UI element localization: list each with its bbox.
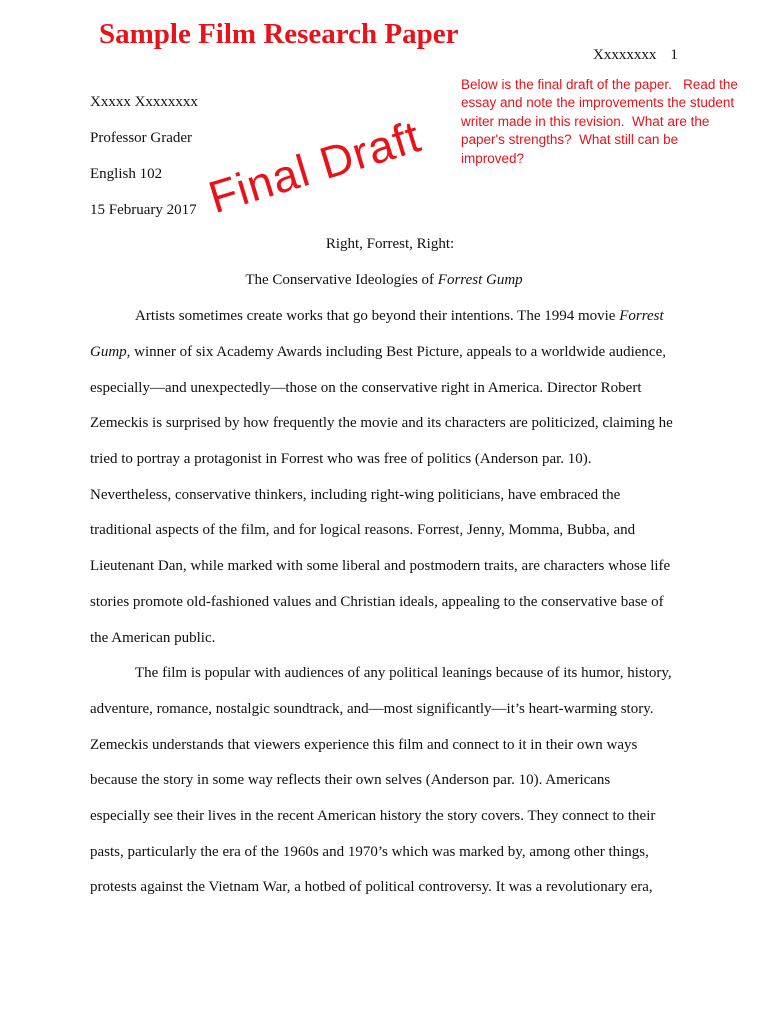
page-number: 1	[670, 47, 678, 63]
body-line: Zemeckis is surprised by how frequently the movie and its characters are politicized, claiming he	[90, 415, 673, 431]
body-line: pasts, particularly the era of the 1960s and 1970’s which was marked by, among other things,	[90, 844, 649, 860]
body-line: Lieutenant Dan, while marked with some liberal and postmodern traits, are characters whose life	[90, 558, 671, 574]
note-line: essay and note the improvements the student	[461, 95, 735, 111]
body-line: adventure, romance, nostalgic soundtrack, and—most significantly—it’s heart-warming story.	[90, 701, 654, 717]
note-line: writer made in this revision. What are the	[461, 113, 710, 129]
body-line: Zemeckis understands that viewers experience this film and connect to it in their own ways	[90, 737, 638, 753]
paper-title: Right, Forrest, Right:	[325, 236, 455, 252]
body-line: especially see their lives in the recent American history the story covers. They connect to their	[90, 808, 656, 824]
body-line: tried to portray a protagonist in Forrest who was free of politics (Anderson par. 10).	[90, 451, 592, 467]
body-line: protests against the Vietnam War, a hotbed of political controversy. It was a revolutionary era,	[90, 879, 653, 895]
body-line	[135, 308, 664, 325]
body-line	[90, 344, 666, 361]
note-line: paper's strengths? What still can be	[461, 132, 679, 148]
note-line: Below is the final draft of the paper. Read the	[461, 77, 738, 92]
running-head	[593, 47, 678, 64]
subtitle-text: The Conservative Ideologies of	[245, 272, 438, 288]
student-name: Xxxxx Xxxxxxxx	[90, 94, 198, 110]
body-line: The film is popular with audiences of any political leanings because of its humor, history,	[135, 665, 672, 681]
course-name: English 102	[90, 166, 163, 182]
date: 15 February 2017	[90, 202, 197, 218]
body-text: , winner of six Academy Awards including Best Picture, appeals to a worldwide audience,	[126, 344, 666, 360]
subtitle-film-title: Forrest Gump	[437, 272, 523, 288]
instructor-note	[461, 76, 768, 168]
professor-name: Professor Grader	[90, 130, 193, 146]
running-head-name: Xxxxxxxx	[593, 47, 657, 63]
body-line: stories promote old-fashioned values and Christian ideals, appealing to the conservative base of	[90, 594, 664, 610]
film-title: Gump	[90, 344, 127, 360]
body-line: especially—and unexpectedly—those on the conservative right in America. Director Robert	[90, 380, 642, 396]
paper-subtitle	[0, 272, 768, 289]
note-line: improved?	[461, 150, 525, 166]
film-title: Forrest	[619, 308, 664, 324]
body-line: traditional aspects of the film, and for logical reasons. Forrest, Jenny, Momma, Bubba, and	[90, 522, 636, 538]
body-line: Nevertheless, conservative thinkers, including right-wing politicians, have embraced the	[90, 487, 621, 503]
body-line: because the story in some way reflects their own selves (Anderson par. 10). Americans	[90, 772, 611, 788]
body-text: Artists sometimes create works that go beyond their intentions. The 1994 movie	[135, 308, 620, 324]
body-line: the American public.	[90, 630, 216, 646]
final-draft-stamp: Final Draft	[202, 110, 427, 224]
page-heading: Sample Film Research Paper	[99, 18, 459, 50]
